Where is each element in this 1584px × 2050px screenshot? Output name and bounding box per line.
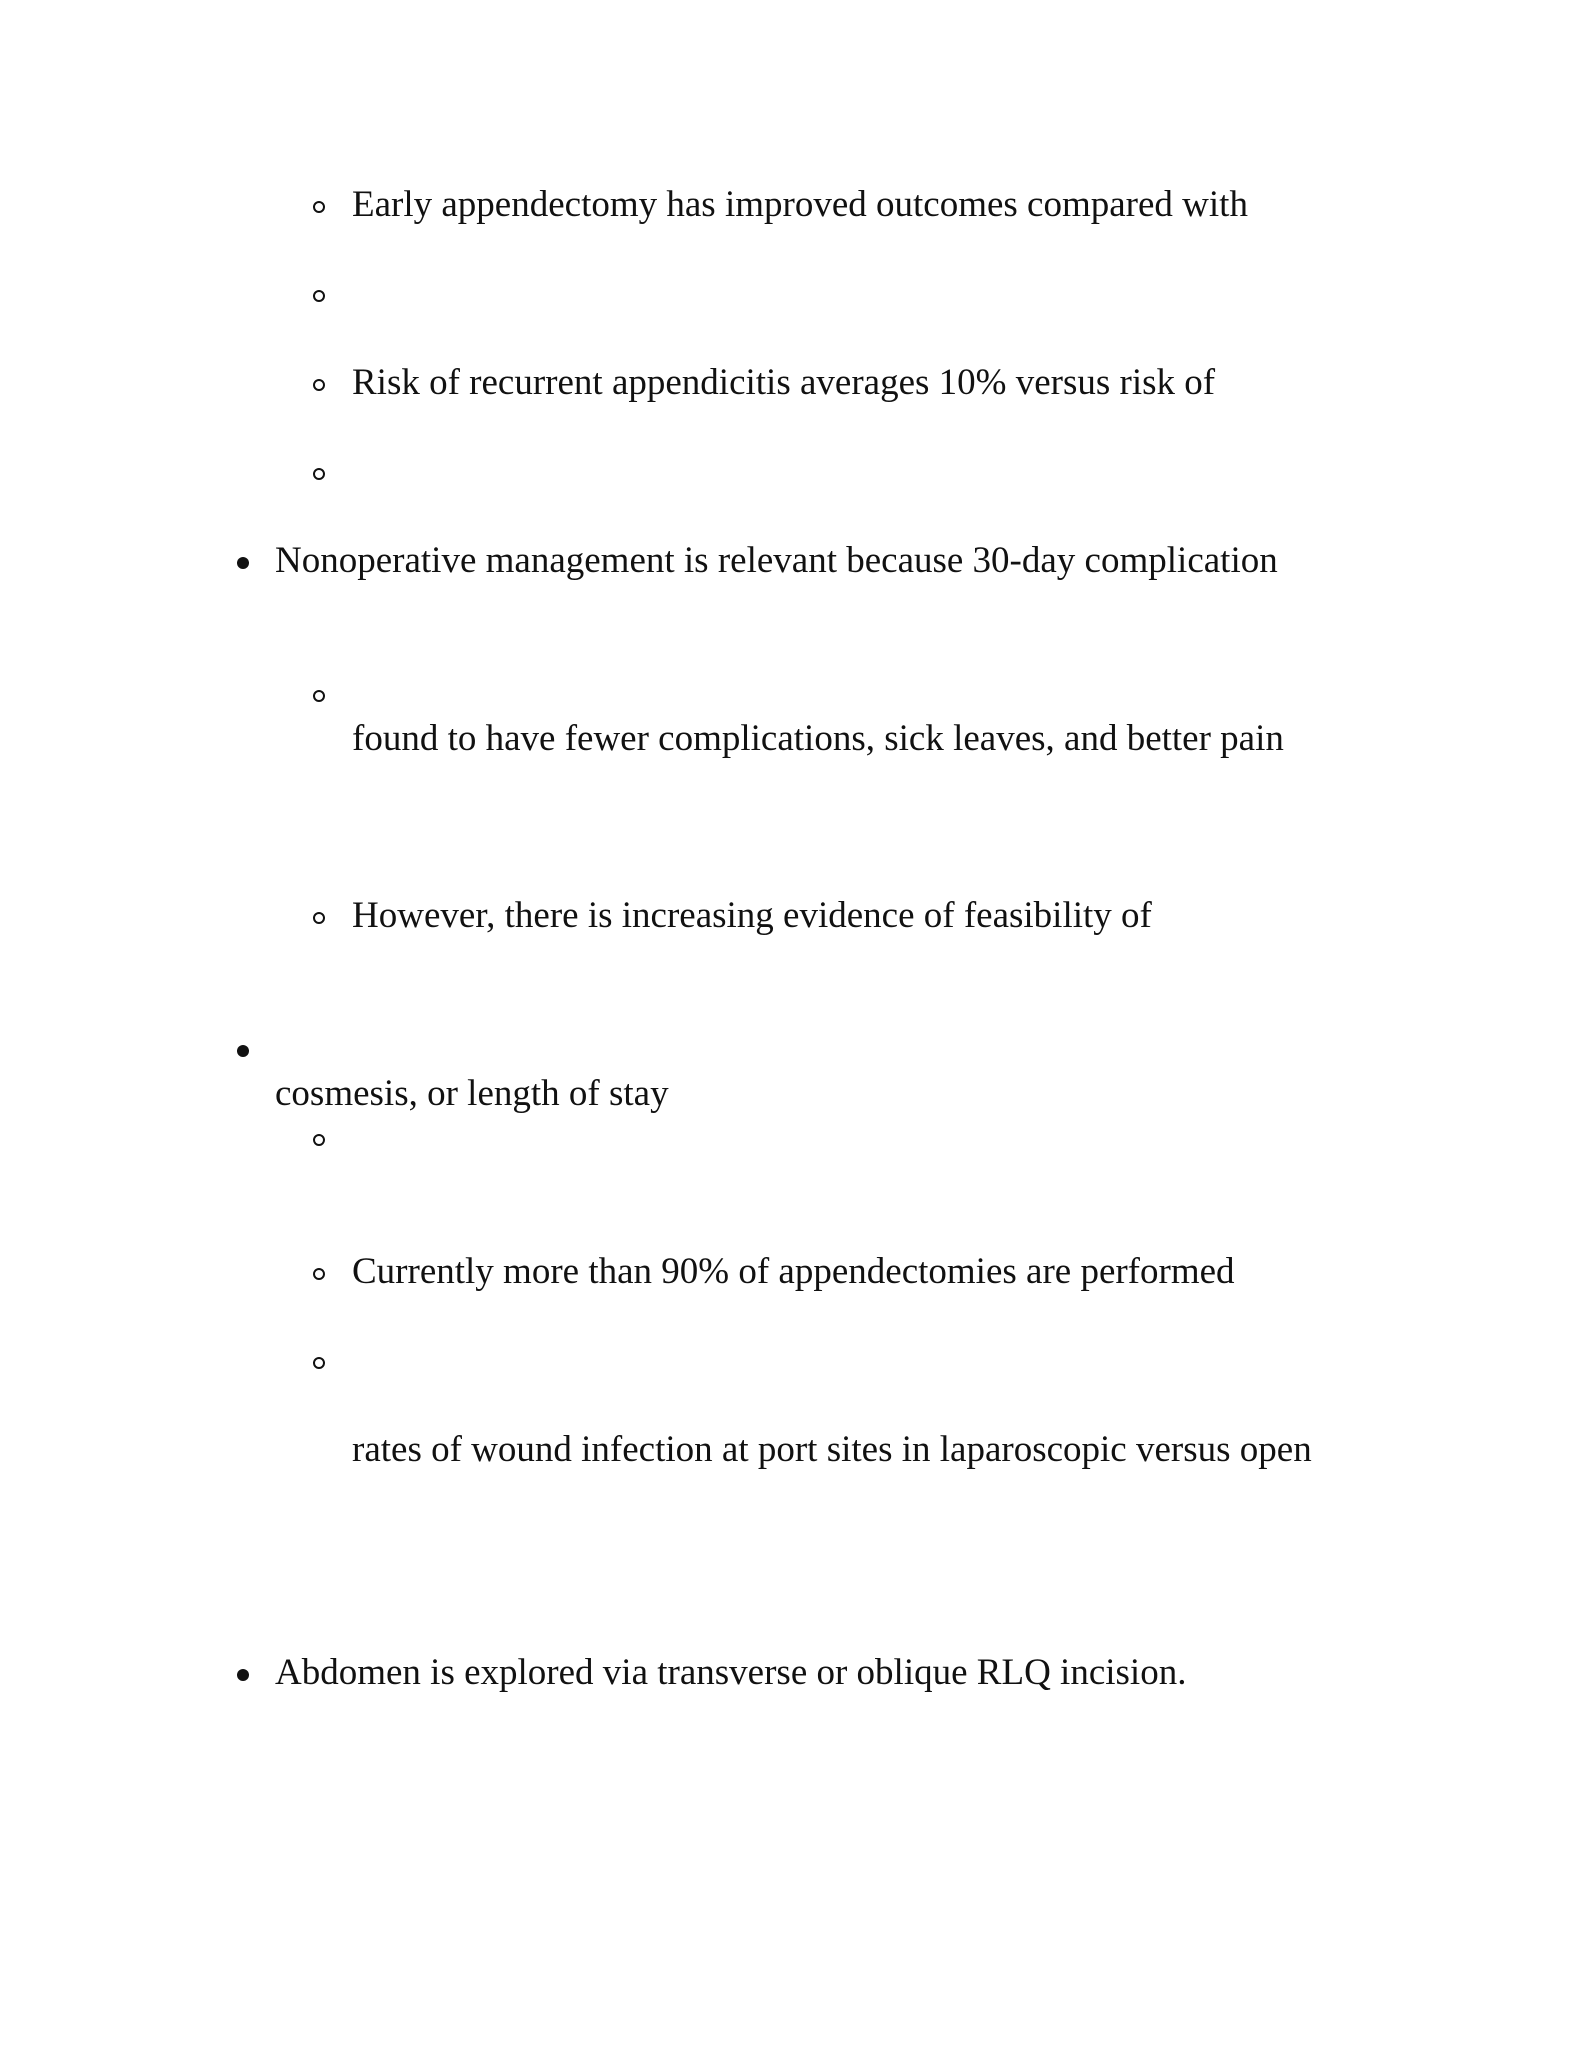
list-item-text: found to have fewer complications, sick leaves, and better pain <box>352 718 1284 759</box>
sub-bullet-circle <box>313 1357 325 1369</box>
sub-bullet-circle <box>313 690 325 702</box>
sub-bullet-circle <box>313 1134 325 1146</box>
sub-bullet-circle <box>313 201 325 213</box>
list-item-text: cosmesis, or length of stay <box>275 1073 669 1114</box>
sub-bullet-circle <box>313 379 325 391</box>
sub-bullet-circle <box>313 1268 325 1280</box>
sub-bullet-circle <box>313 912 325 924</box>
sub-bullet-circle <box>313 468 325 480</box>
list-item-text: Abdomen is explored via transverse or oblique RLQ incision. <box>275 1652 1187 1693</box>
list-item-text: Nonoperative management is relevant because 30-day complication <box>275 540 1278 581</box>
list-item-text: Currently more than 90% of appendectomies are performed <box>352 1251 1235 1292</box>
bullet-disc <box>237 1045 249 1057</box>
list-item-text: Early appendectomy has improved outcomes compared with <box>352 184 1248 225</box>
sub-bullet-circle <box>313 290 325 302</box>
list-item-text: rates of wound infection at port sites in laparoscopic versus open <box>352 1429 1312 1470</box>
bullet-disc <box>237 557 249 569</box>
bullet-disc <box>237 1669 249 1681</box>
list-item-text: Risk of recurrent appendicitis averages 10% versus risk of <box>352 362 1216 403</box>
list-item-text: However, there is increasing evidence of feasibility of <box>352 895 1152 936</box>
